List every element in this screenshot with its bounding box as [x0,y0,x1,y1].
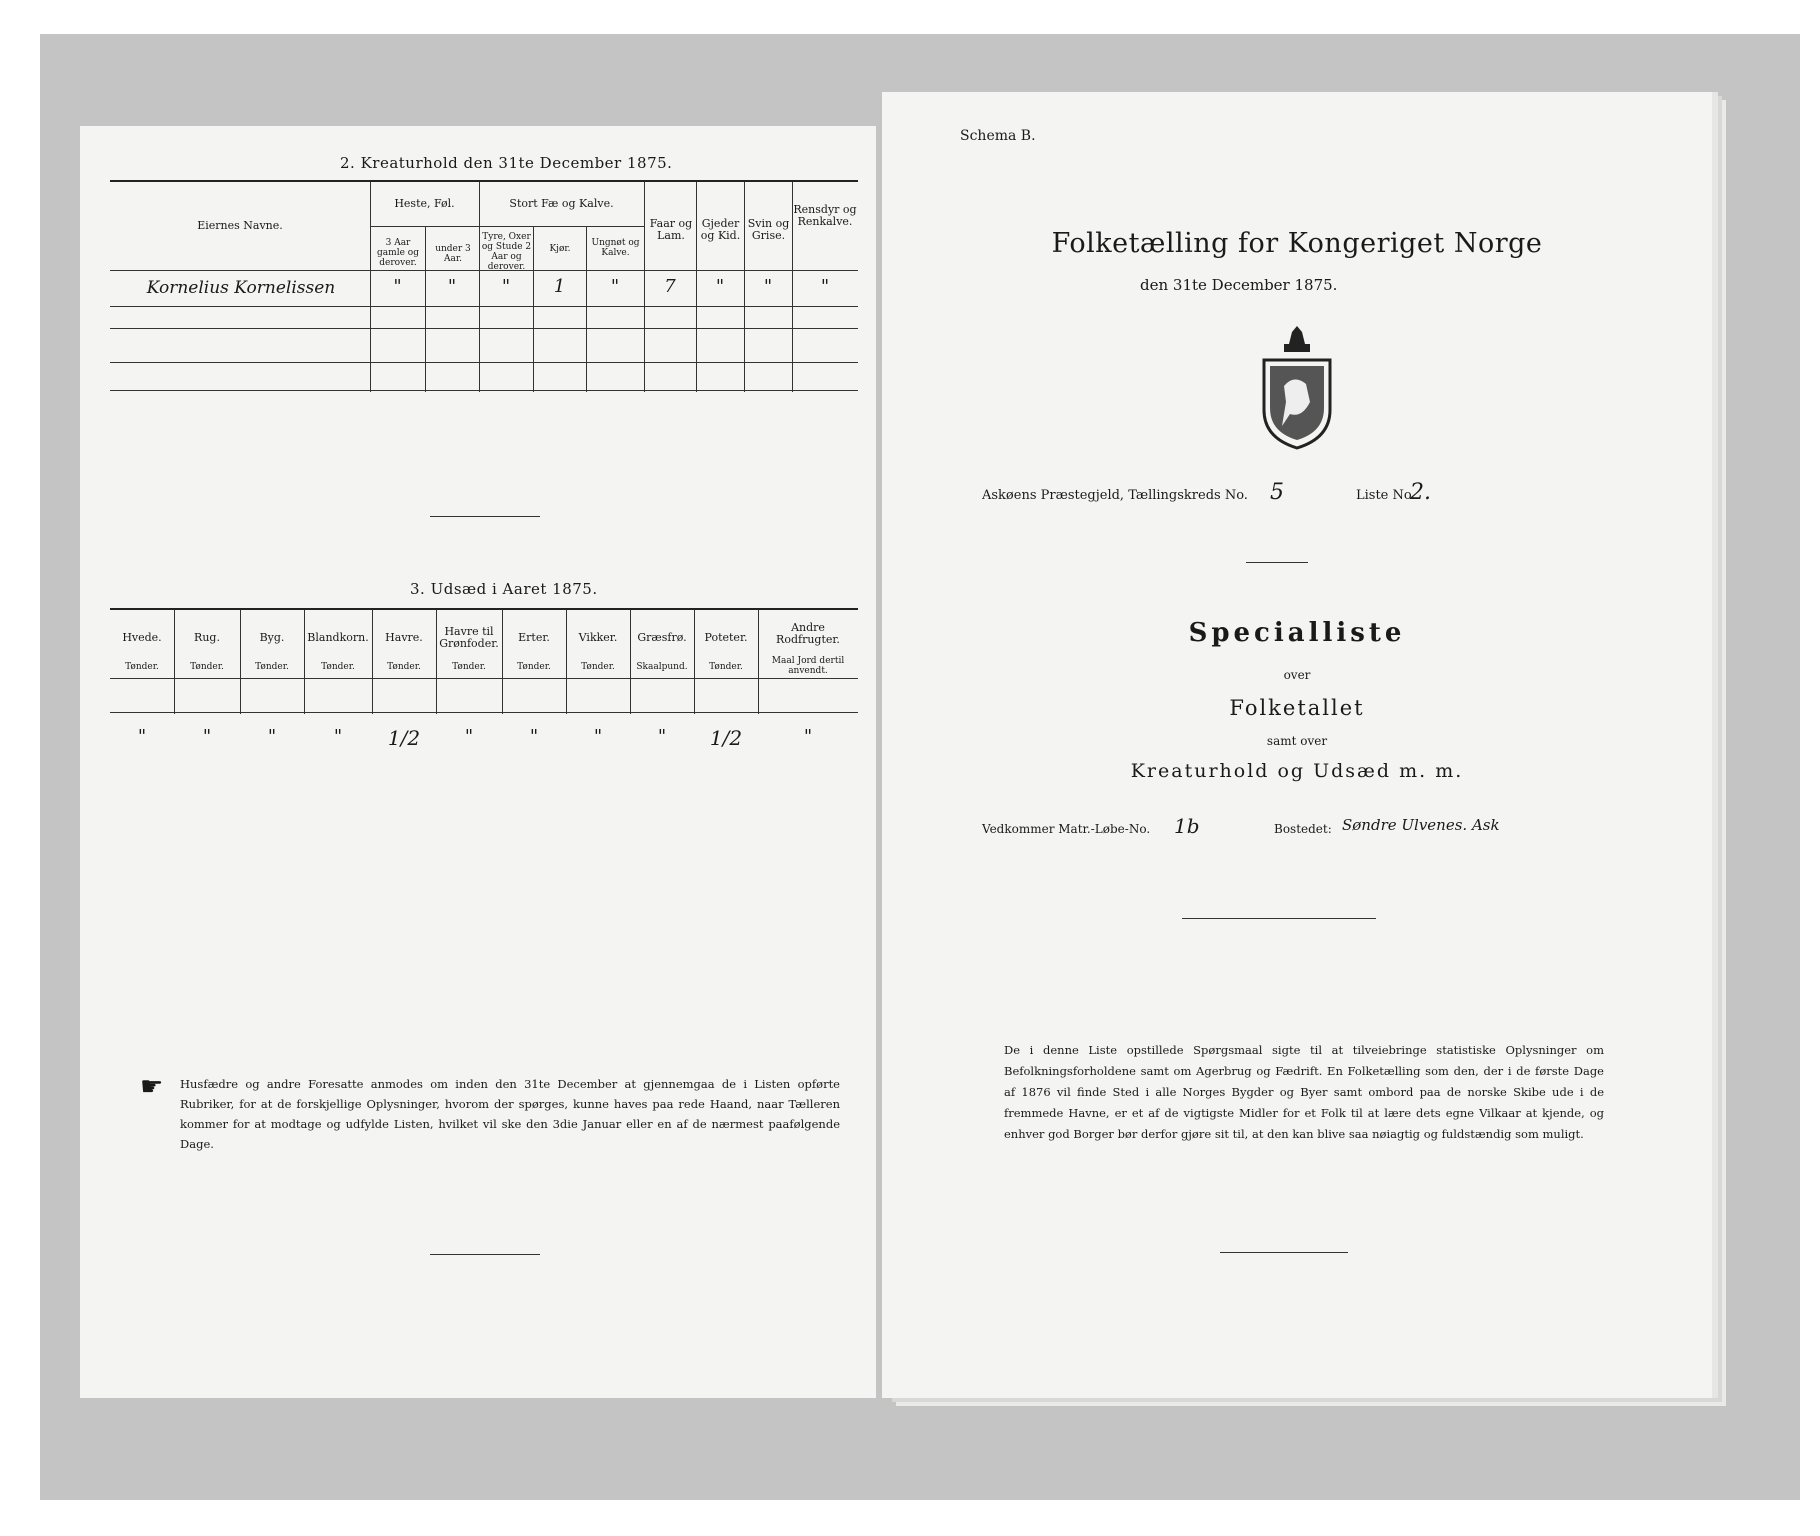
table2-cell: " [501,276,511,297]
table2-col-divider [425,226,426,392]
svin-header: Svin og Grise. [747,217,790,242]
table3-cell: " [593,726,603,747]
coat-of-arms-icon [1254,326,1340,450]
faar-header: Faar og Lam. [649,217,693,242]
separator [1246,562,1308,563]
table2-cell: " [610,276,620,297]
crop-header: Hvede. [122,631,162,644]
crop-header: Blandkorn. [307,631,369,644]
instruction-note: Husfædre og andre Foresatte anmodes om inden den 31te December at gjennemgaa de i Listen opførte Rubriker, for at de forskjellige Oplysninger, hvorom der spørges, kunne haves paa rede Haand, naar Tælleren kommer for at modtage og udfylde Listen, hvilket vil ske den 3die Januar eller en af de nærmest paafølgende Dage. [180,1077,840,1151]
table2-cell: 1 [553,276,566,297]
sub-header: Kjør. [549,244,571,254]
table3-cell: 1/2 [387,726,421,750]
samt-over-text: samt over [1266,734,1328,748]
unit-label: Tønder. [581,662,615,672]
sub-header: Ungnøt og Kalve. [591,238,640,258]
table3-cell: " [529,726,539,747]
table2-cell: 7 [664,276,676,297]
table2-cell: " [820,276,830,297]
table3-top-rule [110,608,858,610]
table3-header-rule [110,678,858,679]
table3-cell: " [657,726,667,747]
table2-top-rule [110,180,858,182]
unit-label: Tønder. [321,662,355,672]
right-page [882,92,1712,1398]
table3-cell: " [803,726,813,747]
crop-header: Byg. [259,631,285,644]
pointing-hand-icon: ☛ [140,1072,164,1102]
matr-number: 1b [1174,814,1200,838]
crop-header: Rug. [194,631,220,644]
rensdyr-header: Rensdyr og Renkalve. [793,203,857,228]
table3-cell: " [137,726,147,747]
crop-header: Havre til Grønfoder. [439,625,499,650]
folketallet-heading: Folketallet [1229,696,1365,720]
table3-cell: " [464,726,474,747]
table2-cell: " [393,276,402,297]
liste-label: Liste No. [1356,488,1416,503]
separator [1182,918,1376,919]
stort-fae-header: Stort Fæ og Kalve. [509,197,614,210]
crop-header: Poteter. [704,631,748,644]
table3-cell: " [333,726,343,747]
matr-label: Vedkommer Matr.-Løbe-No. [982,822,1151,836]
crop-header: Havre. [385,631,423,644]
table3-cell: " [202,726,212,747]
specialliste-heading: Specialliste [1188,618,1406,648]
crop-header: Andre Rodfrugter. [776,621,840,646]
schema-label: Schema B. [960,128,1036,144]
table3-cell: " [267,726,277,747]
table2-subheader-rule [370,226,644,227]
table2-row-rule [110,362,858,363]
kreaturhold-heading: Kreaturhold og Udsæd m. m. [1130,760,1464,782]
kreds-number: 5 [1270,480,1284,505]
table2-bottom-rule [110,390,858,391]
separator [430,1254,540,1255]
unit-label: Tønder. [387,662,421,672]
unit-label: Tønder. [517,662,551,672]
unit-label: Tønder. [709,662,743,672]
unit-label: Tønder. [255,662,289,672]
main-title: Folketælling for Kongeriget Norge [1051,228,1543,259]
sub-header: Tyre, Oxer og Stude 2 Aar og derover. [481,232,532,272]
crop-header: Vikker. [578,631,618,644]
title-date: den 31te December 1875. [1140,276,1338,294]
table2-row-rule [110,328,858,329]
unit-label: Skaalpund. [636,662,688,672]
separator [430,516,540,517]
over-text: over [1283,668,1311,682]
unit-label: Maal Jord dertil anvendt. [771,656,845,676]
separator [1220,1252,1348,1253]
unit-label: Tønder. [452,662,486,672]
table2-cell: " [763,276,773,297]
sub-header: 3 Aar gamle og derover. [377,238,419,268]
unit-label: Tønder. [190,662,224,672]
bosted-label: Bostedet: [1274,822,1332,836]
explanatory-paragraph: De i denne Liste opstillede Spørgsmaal sigte til at tilveiebringe statistiske Oplysninger om Befolkningsforholdene samt om Agerbrug og Fædrift. En Folketælling som den, der i de første Dage af 1876 vil finde Sted i alle Norges Bygder og Byer samt ombord paa de norske Skibe ude i de fremmede Havne, er et af de vigtigste Midler for et Folk til at lære dets egne Vilkaar at kjende, og enhver god Borger bør derfor gjøre sit til, at den kan blive saa nøiagtig og fuldstændig som muligt. [1004,1043,1604,1141]
unit-label: Tønder. [125,662,159,672]
table2-cell: " [447,276,457,297]
owner-header: Eiernes Navne. [197,219,283,232]
table2-row-rule [110,306,858,307]
table3-bottom-rule [110,712,858,713]
table2-cell: " [715,276,725,297]
crop-header: Græsfrø. [637,631,687,644]
sub-header: under 3 Aar. [435,244,471,264]
bosted-value: Søndre Ulvenes. Ask [1342,816,1500,834]
table3-cell: 1/2 [709,726,743,750]
section2-title: 2. Kreaturhold den 31te December 1875. [340,154,673,172]
heste-header: Heste, Føl. [394,197,455,210]
liste-number: 2. [1410,480,1431,505]
left-page [80,126,876,1398]
section3-title: 3. Udsæd i Aaret 1875. [410,580,598,598]
crop-header: Erter. [518,631,550,644]
owner-name: Kornelius Kornelissen [146,278,336,298]
gjeder-header: Gjeder og Kid. [700,217,741,242]
parish-label: Askøens Præstegjeld, Tællingskreds No. [982,488,1248,503]
